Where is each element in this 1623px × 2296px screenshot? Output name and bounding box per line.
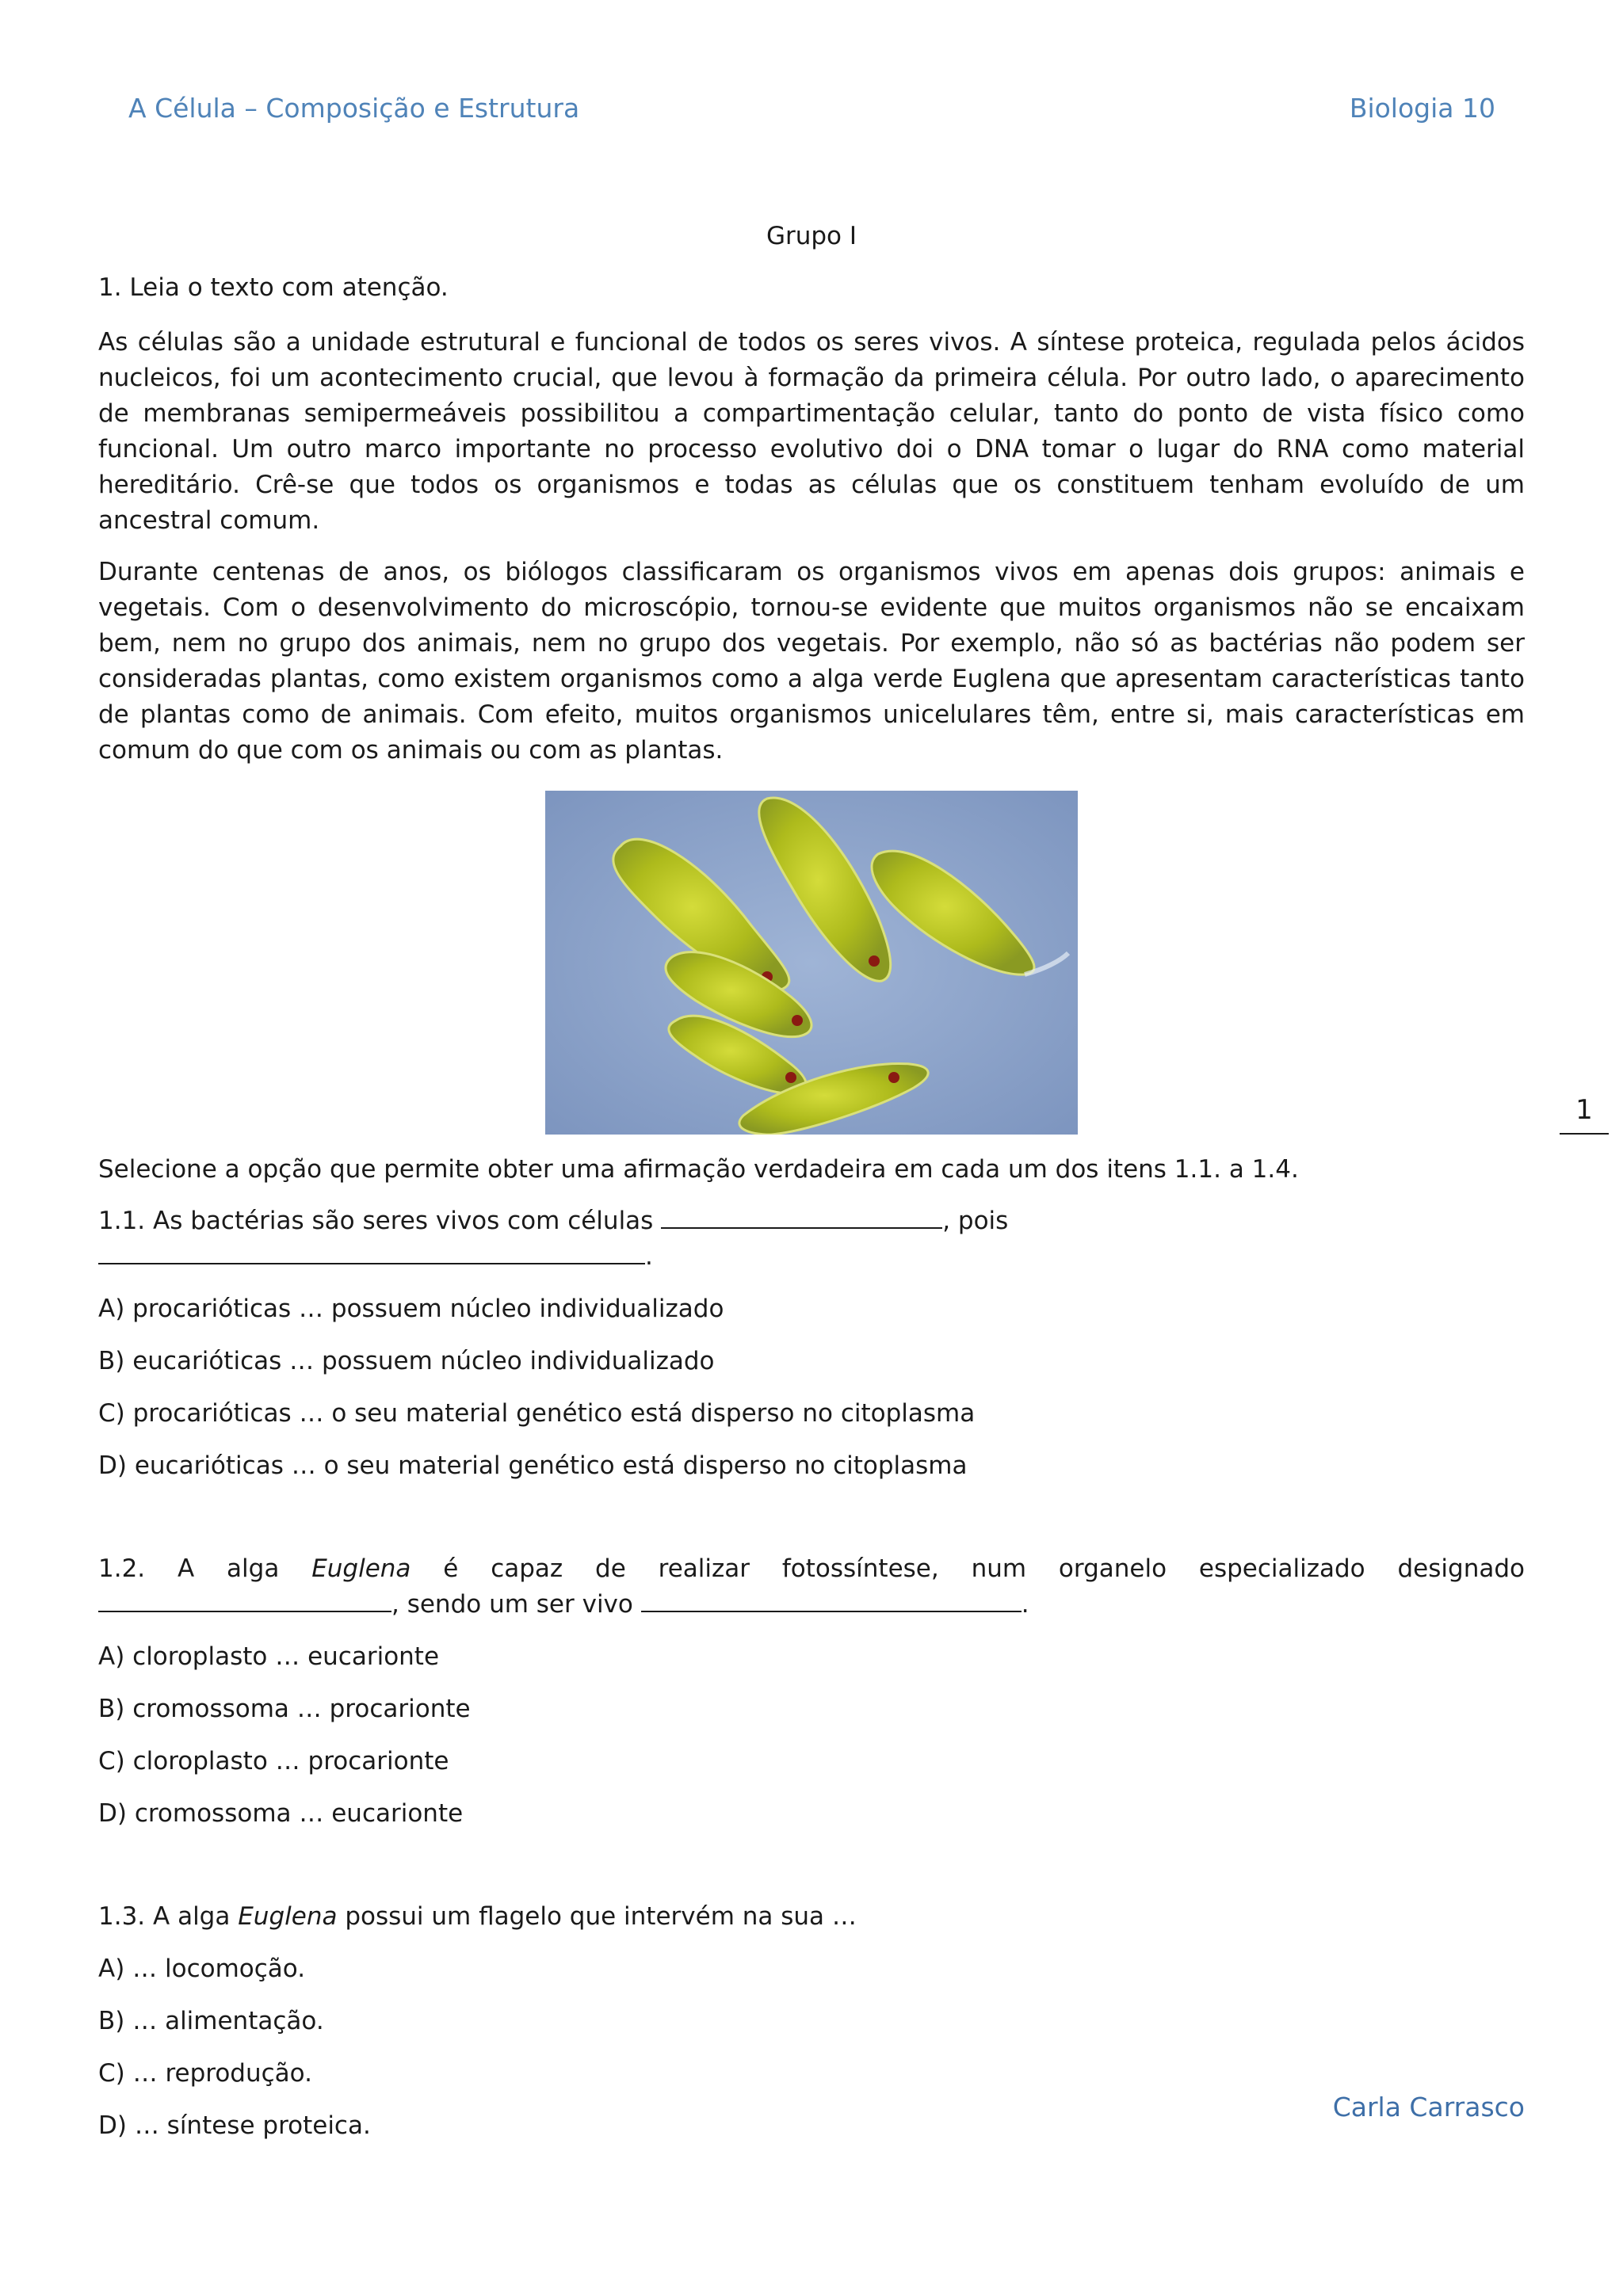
option-item[interactable]: B) … alimentação.: [98, 2007, 324, 2035]
page-number: 1: [1575, 1094, 1593, 1126]
option-item[interactable]: D) … síntese proteica.: [98, 2111, 371, 2140]
euglena-micrograph: [545, 791, 1078, 1135]
answer-blank[interactable]: [98, 1239, 645, 1264]
option-item[interactable]: A) … locomoção.: [98, 1955, 306, 1983]
species-name: Euglena: [311, 1554, 411, 1583]
question-1-2: [98, 1551, 1525, 1623]
question-text: 1.1. As bactérias são seres vivos com células: [98, 1207, 662, 1235]
option-item[interactable]: D) cromossoma … eucarionte: [98, 1799, 464, 1828]
option-item[interactable]: A) procarióticas … possuem núcleo individualizado: [98, 1295, 724, 1323]
option-item[interactable]: C) … reprodução.: [98, 2059, 312, 2088]
question-text: .: [1021, 1590, 1029, 1619]
answer-blank[interactable]: [641, 1587, 1022, 1612]
header-subject: Biologia 10: [1349, 93, 1495, 124]
question-text: .: [645, 1242, 653, 1271]
question-1-3: [98, 1899, 1525, 1935]
select-instruction: Selecione a opção que permite obter uma afirmação verdadeira em cada um dos itens 1.1. a 1.4.: [98, 1155, 1299, 1184]
option-item[interactable]: B) eucarióticas … possuem núcleo individualizado: [98, 1347, 715, 1375]
option-item[interactable]: A) cloroplasto … eucarionte: [98, 1642, 440, 1671]
question-text: , sendo um ser vivo: [391, 1590, 641, 1619]
question-text: 1.3. A alga: [98, 1902, 239, 1931]
question-text: é capaz de realizar fotossíntese, num organelo especializado designado: [411, 1554, 1525, 1583]
species-name: Euglena: [238, 1902, 338, 1931]
paragraph-2: Durante centenas de anos, os biólogos classificaram os organismos vivos em apenas dois grupos: animais e vegetais. Com o desenvolvimento do microscópio, tornou-se evidente que muitos organismos não se encaixam bem, nem no grupo dos animais, nem no grupo dos vegetais. Por exemplo, não só as bactérias não podem ser consideradas plantas, como existem organismos como a alga verde Euglena que apresentam características tanto de plantas como de animais. Com efeito, muitos organismos unicelulares têm, entre si, mais características em comum do que com os animais ou com as plantas.: [98, 558, 1525, 765]
question-text: possui um flagelo que intervém na sua …: [337, 1902, 857, 1931]
instruction: 1. Leia o texto com atenção.: [98, 273, 449, 302]
question-text: 1.2. A alga: [98, 1554, 312, 1583]
option-item[interactable]: B) cromossoma … procarionte: [98, 1695, 471, 1723]
section-title: Grupo I: [766, 222, 857, 250]
option-item[interactable]: D) eucarióticas … o seu material genético está disperso no citoplasma: [98, 1451, 968, 1480]
option-item[interactable]: C) procarióticas … o seu material genético está disperso no citoplasma: [98, 1399, 976, 1428]
header-title: A Célula – Composição e Estrutura: [128, 93, 580, 124]
document-body: [98, 219, 1525, 2161]
answer-blank[interactable]: [98, 1587, 391, 1612]
question-1-1: [98, 1203, 1525, 1275]
option-item[interactable]: C) cloroplasto … procarionte: [98, 1747, 449, 1775]
question-text: , pois: [942, 1207, 1009, 1235]
paragraph-1: As células são a unidade estrutural e funcional de todos os seres vivos. A síntese proteica, regulada pelos ácidos nucleicos, foi um acontecimento crucial, que levou à formação da primeira célula. Por outro lado, o aparecimento de membranas semipermeáveis possibilitou a compartimentação celular, tanto do ponto de vista físico como funcional. Um outro marco importante no processo evolutivo doi o DNA tomar o lugar do RNA como material hereditário. Crê-se que todos os organismos e todas as células que os constituem tenham evoluído de um ancestral comum.: [98, 328, 1525, 535]
author-name: Carla Carrasco: [1332, 2092, 1525, 2122]
answer-blank[interactable]: [661, 1203, 942, 1229]
page-number-rule: [1560, 1133, 1609, 1135]
